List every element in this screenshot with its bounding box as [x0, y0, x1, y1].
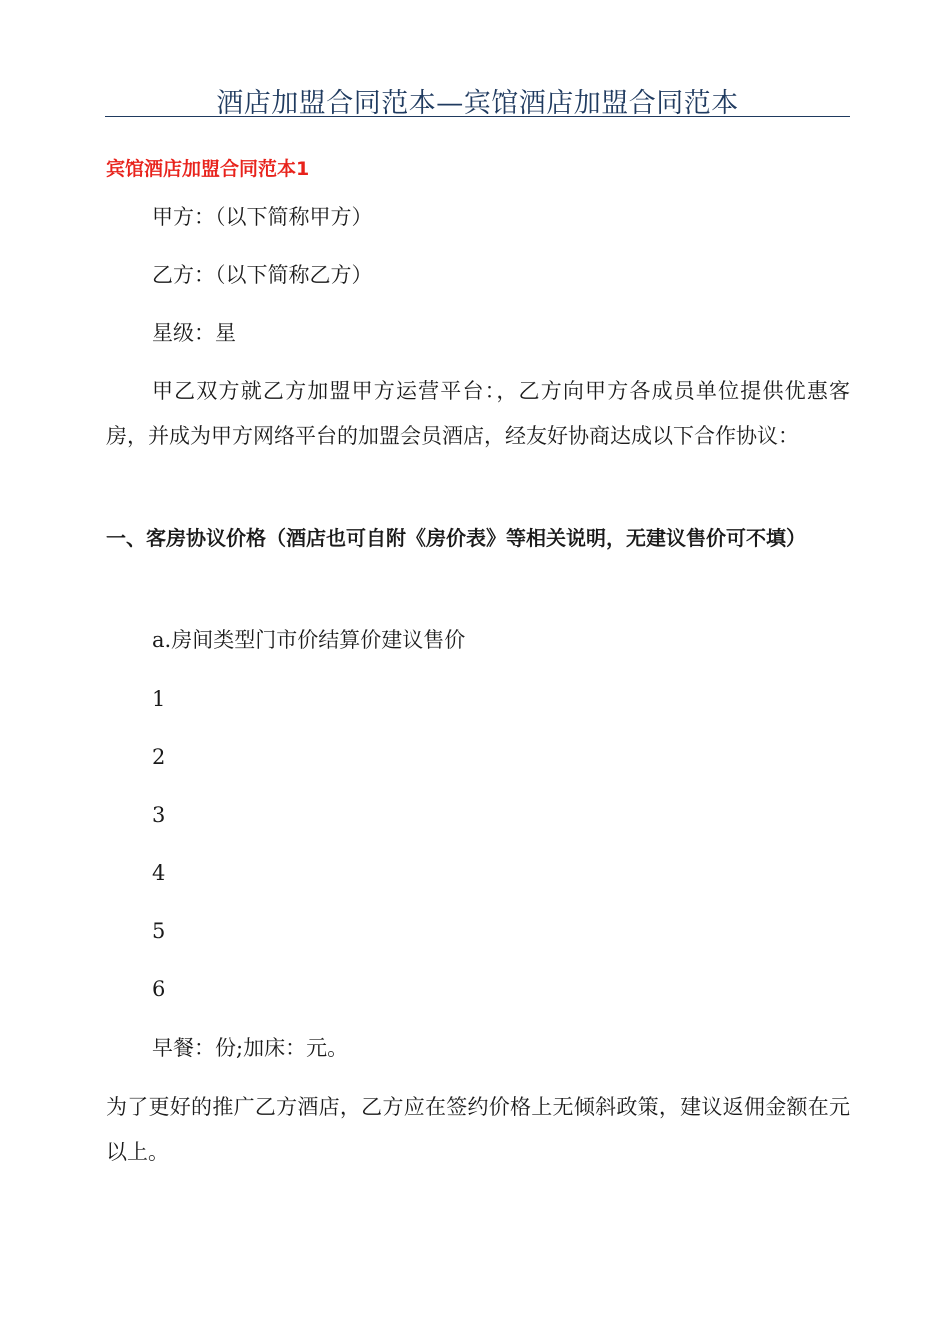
title-underline	[105, 116, 850, 117]
table-row: 6	[152, 977, 166, 1001]
clause-1-heading: 一、客房协议价格（酒店也可自附《房价表》等相关说明，无建议售价可不填）	[106, 526, 806, 550]
party-a-line: 甲方：（以下简称甲方）	[152, 205, 373, 229]
table-row: 3	[152, 803, 166, 827]
breakfast-extra-bed-line: 早餐：份;加床：元。	[152, 1036, 349, 1060]
price-table-header: a.房间类型门市价结算价建议售价	[152, 628, 466, 652]
table-row: 5	[152, 919, 166, 943]
table-row: 4	[152, 861, 166, 885]
page-title: 酒店加盟合同范本—宾馆酒店加盟合同范本	[216, 88, 739, 119]
table-row: 1	[152, 687, 166, 711]
intro-paragraph: 甲乙双方就乙方加盟甲方运营平台：，乙方向甲方各成员单位提供优惠客房，并成为甲方网络平台的加盟会员酒店，经友好协商达成以下合作协议：	[106, 379, 850, 448]
closing-paragraph: 为了更好的推广乙方酒店，乙方应在签约价格上无倾斜政策，建议返佣金额在元以上。	[106, 1095, 850, 1164]
party-b-line: 乙方：（以下简称乙方）	[152, 263, 373, 287]
star-rating-line: 星级：星	[152, 321, 236, 345]
table-row: 2	[152, 745, 166, 769]
section-heading: 宾馆酒店加盟合同范本1	[106, 158, 310, 180]
